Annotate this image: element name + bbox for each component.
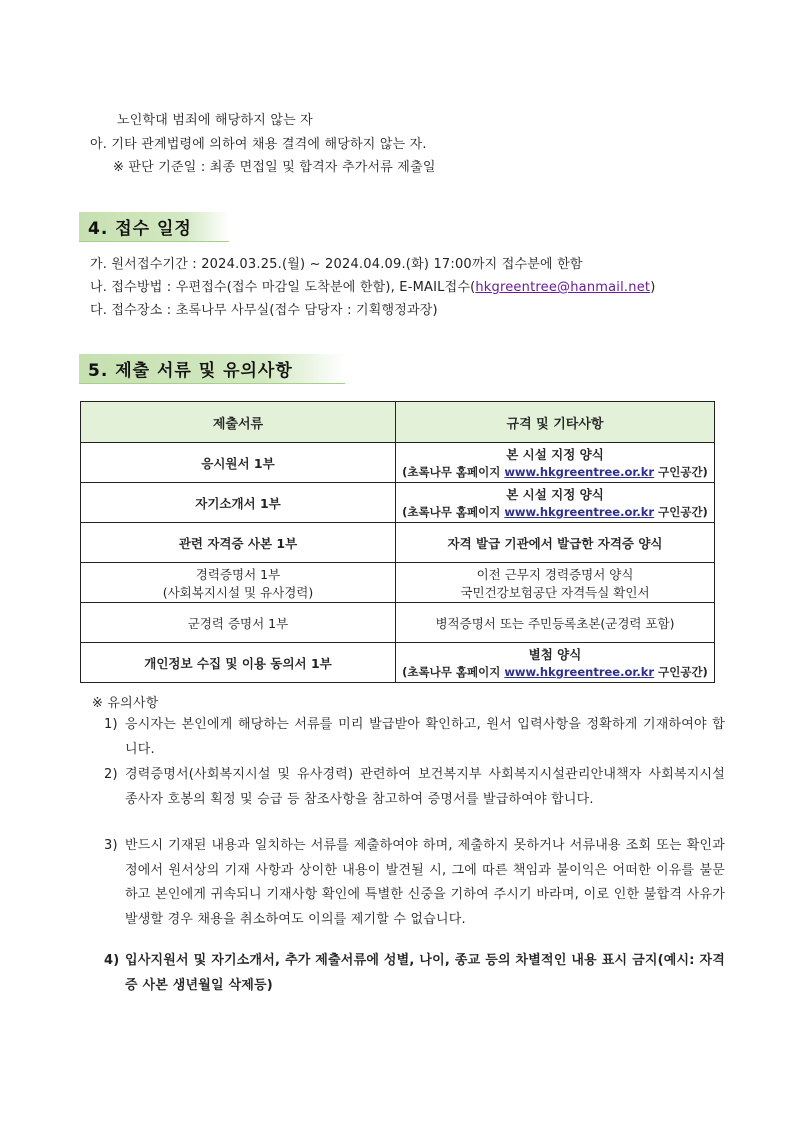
- spec-sub-post: 구인공간): [654, 665, 708, 679]
- application-place: 다. 접수장소 : 초록나무 사무실(접수 담당자 : 기획행정과장): [90, 303, 438, 318]
- spec-sub-pre: (초록나무 홈페이지: [402, 505, 505, 519]
- spec-sub-post: 구인공간): [654, 465, 708, 479]
- application-email-link[interactable]: hkgreentree@hanmail.net: [475, 280, 651, 295]
- spec-career-line2: 국민건강보험공단 자격득실 확인서: [460, 584, 650, 600]
- homepage-link[interactable]: www.hkgreentree.or.kr: [504, 465, 655, 479]
- homepage-link[interactable]: www.hkgreentree.or.kr: [504, 665, 655, 679]
- spec-main: 별첨 양식: [528, 647, 582, 662]
- eligibility-line-other-laws: 아. 기타 관계법령에 의하여 채용 결격에 해당하지 않는 자.: [90, 137, 427, 152]
- doc-career-line1: 경력증명서 1부: [195, 566, 281, 582]
- spec-certificate-copy: 자격 발급 기관에서 발급한 자격증 양식: [396, 523, 715, 563]
- doc-career-certificate: [81, 563, 396, 603]
- application-period: 가. 원서접수기간 : 2024.03.25.(월) ~ 2024.04.09.(화) 17:00까지 접수분에 한함: [90, 257, 583, 272]
- spec-career-line1: 이전 근무지 경력증명서 양식: [476, 566, 634, 582]
- spec-main: 본 시설 지정 양식: [506, 487, 604, 502]
- section-4-heading: 4. 접수 일정: [79, 212, 229, 242]
- spec-sub: [400, 464, 710, 480]
- spec-sub-pre: (초록나무 홈페이지: [402, 465, 505, 479]
- table-row: [81, 483, 715, 523]
- note-number: 3): [104, 838, 118, 853]
- spec-self-introduction: [396, 483, 715, 523]
- spec-sub-pre: (초록나무 홈페이지: [402, 665, 505, 679]
- note-text: 반드시 기재된 내용과 일치하는 서류를 제출하여야 하며, 제출하지 못하거나 서류내용 조회 또는 확인과정에서 원서상의 기재 사항과 상이한 내용이 발견될 시, 그에 따른 책임과 불이익은 어떠한 이유를 불문하고 본인에게 귀속되니 기재사항 확인에 특별한 신중을 기하여 주시기 바라며, 이로 인한 불합격 사유가 발생할 경우 채용을 취소하여도 이의를 제기할 수 없습니다.: [125, 838, 725, 927]
- spec-application-form: [396, 443, 715, 483]
- table-header-row: [81, 402, 715, 443]
- table-row: [81, 443, 715, 483]
- doc-certificate-copy: 관련 자격증 사본 1부: [81, 523, 396, 563]
- note-number: 1): [104, 717, 118, 732]
- doc-career-line2: (사회복지시설 및 유사경력): [162, 584, 314, 600]
- section-5-heading: 5. 제출 서류 및 유의사항: [79, 354, 345, 384]
- spec-sub: [400, 504, 710, 520]
- header-documents: 제출서류: [81, 402, 396, 443]
- note-text: 입사지원서 및 자기소개서, 추가 제출서류에 성별, 나이, 종교 등의 차별적인 내용 표시 금지(예시: 자격증 사본 생년월일 삭제등): [125, 953, 725, 993]
- spec-privacy-consent: [396, 643, 715, 683]
- doc-self-introduction: 자기소개서 1부: [81, 483, 396, 523]
- note-number: 2): [104, 767, 118, 782]
- application-method-text: 나. 접수방법 : 우편접수(접수 마감일 도착분에 한함), E-MAIL접수(: [90, 280, 476, 295]
- spec-sub: [400, 664, 710, 680]
- spec-military-certificate: 병적증명서 또는 주민등록초본(군경력 포함): [396, 603, 715, 643]
- note-text: 응시자는 본인에게 해당하는 서류를 미리 발급받아 확인하고, 원서 입력사항을 정확하게 기재하여야 합니다.: [125, 717, 725, 757]
- note-text: 경력증명서(사회복지시설 및 유사경력) 관련하여 보건복지부 사회복지시설관리안내책자 사회복지시설 종사자 호봉의 획정 및 승급 등 참조사항을 참고하여 증명서를 발급하여야 합니다.: [125, 767, 725, 807]
- documents-table: [80, 401, 715, 683]
- spec-career-certificate: [396, 563, 715, 603]
- application-method-close: ): [650, 280, 656, 295]
- table-row: [81, 643, 715, 683]
- table-row: [81, 523, 715, 563]
- eligibility-line-elder-abuse: 노인학대 범죄에 해당하지 않는 자: [117, 113, 313, 128]
- table-row: [81, 603, 715, 643]
- notes-heading: ※ 유의사항: [92, 696, 159, 711]
- spec-sub-post: 구인공간): [654, 505, 708, 519]
- note-number: 4): [104, 953, 120, 968]
- doc-privacy-consent: 개인정보 수집 및 이용 동의서 1부: [81, 643, 396, 683]
- eligibility-reference-date: ※ 판단 기준일 : 최종 면접일 및 합격자 추가서류 제출일: [113, 160, 436, 175]
- table-row: [81, 563, 715, 603]
- spec-main: 본 시설 지정 양식: [506, 447, 604, 462]
- application-method: [90, 279, 655, 297]
- doc-application-form: 응시원서 1부: [81, 443, 396, 483]
- header-specs: 규격 및 기타사항: [396, 402, 715, 443]
- doc-military-certificate: 군경력 증명서 1부: [81, 603, 396, 643]
- homepage-link[interactable]: www.hkgreentree.or.kr: [504, 505, 655, 519]
